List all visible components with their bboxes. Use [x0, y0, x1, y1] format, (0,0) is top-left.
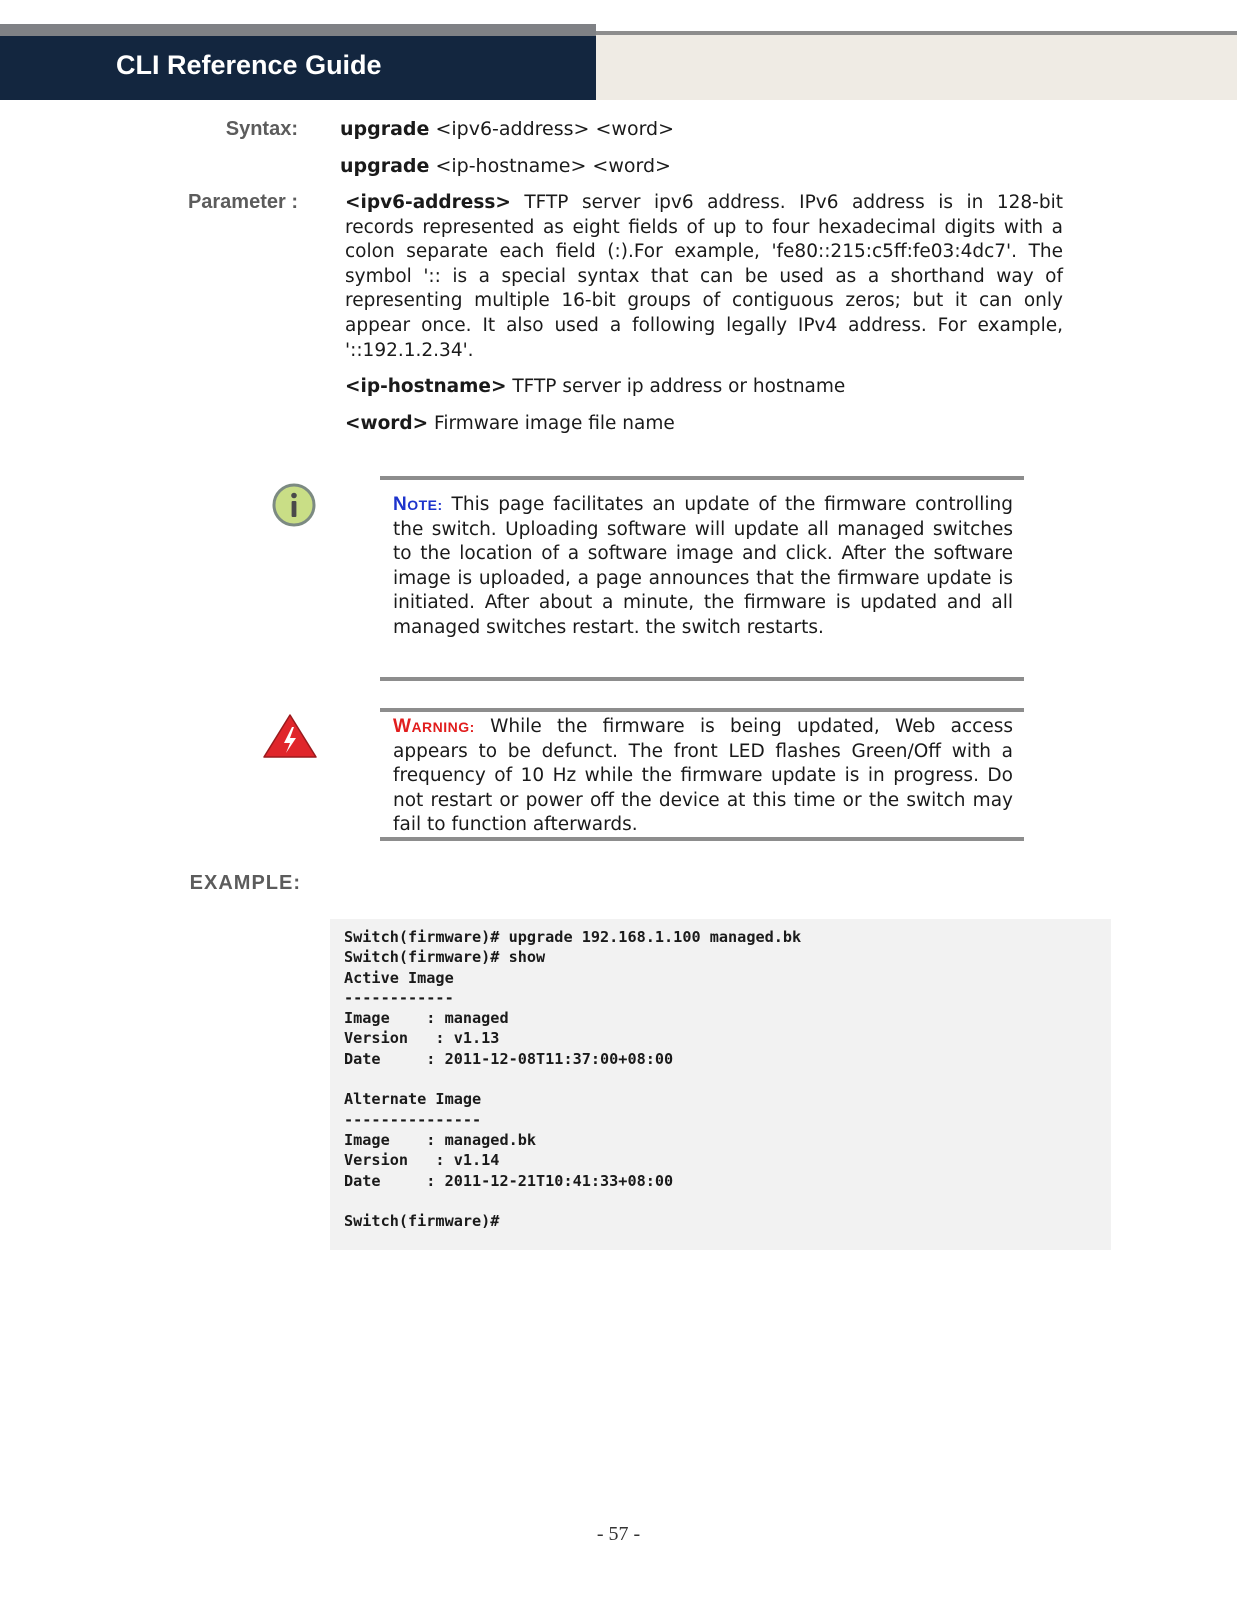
syntax-line-1 — [340, 118, 674, 140]
syntax-label: Syntax: — [225, 118, 298, 140]
warning-bottom-rule — [380, 837, 1024, 841]
note-label-rest: OTE: — [407, 497, 443, 513]
guide-title: CLI Reference Guide — [116, 50, 382, 80]
warning-callout — [393, 715, 1013, 838]
syntax-args: <ipv6-address> <word> — [429, 118, 675, 140]
parameter-desc: Firmware image file name — [428, 413, 675, 434]
warning-label — [393, 716, 475, 737]
parameter-name: <ipv6-address> — [345, 192, 511, 213]
syntax-command: upgrade — [340, 118, 430, 140]
warning-label-initial: W — [393, 716, 412, 737]
parameter-desc: TFTP server ip address or hostname — [506, 376, 846, 397]
parameter-word — [345, 412, 1063, 437]
page-number: - 57 - — [596, 1523, 641, 1545]
parameter-label: Parameter : — [187, 191, 298, 213]
example-code: Switch(firmware)# upgrade 192.168.1.100 managed.bk Switch(firmware)# show Active Image ------------ Image : managed Version : v1.13 Date : 2011-12-08T11:37:00+08:00 Alternate Image --------------- Image : managed.bk Version : v1.14 Date : 2011-12-21T10:41:33+08:00 Switch(firmware)# — [344, 928, 802, 1231]
parameter-ipv6-address — [345, 191, 1063, 363]
warning-top-rule — [380, 708, 1024, 712]
note-bottom-rule — [380, 677, 1024, 681]
info-icon — [272, 483, 316, 527]
parameter-desc: TFTP server ipv6 address. IPv6 address is in 128-bit records represented as eight fields of up to four hexadecimal digits with a colon separate each field (:).For example, 'fe80::215:c5ff:fe03:4dc7'. The symbol ':: is a special syntax that can be used as a shorthand way of representing multiple 16-bit groups of contiguous zeros; but it can only appear once. It also used a following legally IPv4 address. For example, '::192.1.2.34'. — [345, 192, 1063, 361]
parameter-ip-hostname — [345, 375, 1063, 400]
note-callout — [393, 493, 1013, 641]
syntax-line-2 — [340, 155, 671, 177]
note-label — [393, 494, 443, 515]
warning-label-rest: ARNING: — [411, 719, 475, 735]
note-label-initial: N — [393, 494, 408, 515]
example-label: EXAMPLE: — [189, 872, 301, 894]
header-accent-bar — [0, 24, 596, 36]
parameter-name: <ip-hostname> — [345, 376, 507, 397]
warning-text: While the firmware is being updated, Web access appears to be defunct. The front LED flashes Green/Off with a frequency of 10 Hz while the firmware update is in progress. Do not restart or power off the device at this time or the switch may fail to function afterwards. — [393, 716, 1013, 836]
header-band — [596, 35, 1237, 100]
syntax-args: <ip-hostname> <word> — [429, 155, 671, 177]
syntax-command: upgrade — [340, 155, 430, 177]
warning-icon — [262, 713, 318, 759]
note-text: This page facilitates an update of the firmware controlling the switch. Uploading software will update all managed switches to the location of a software image and click. After the software image is uploaded, a page announces that the firmware update is initiated. After about a minute, the firmware is updated and all managed switches restart. the switch restarts. — [393, 494, 1013, 638]
parameter-name: <word> — [345, 413, 429, 434]
note-top-rule — [380, 476, 1024, 480]
